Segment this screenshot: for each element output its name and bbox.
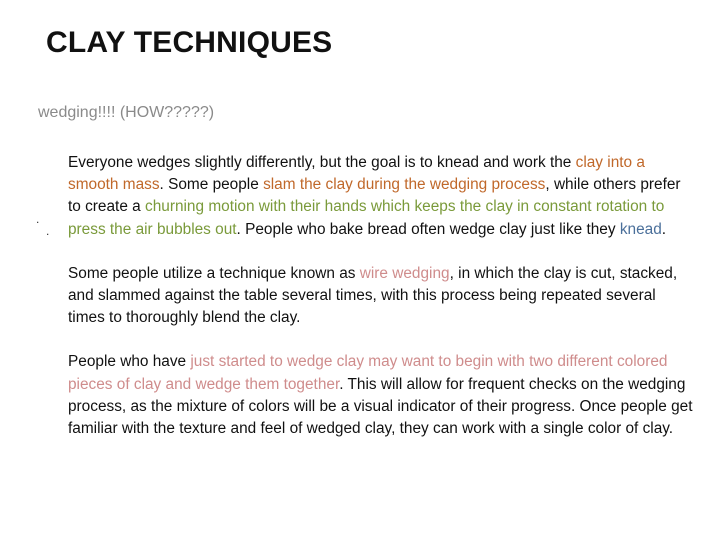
- highlight-slam-clay: slam the clay during the wedging process: [263, 176, 546, 194]
- text-segment: Some people utilize a technique known as: [68, 264, 360, 282]
- text-segment: . This will allow for frequent checks on the wedging process, as the mixture of colors will be a visual indicator of their progress. Once people get familiar with the texture and feel of wedged clay, they can work with a single color of clay.: [68, 375, 693, 438]
- bullet-dot: .: [46, 224, 50, 238]
- text-segment: Everyone wedges slightly differently, but the goal is to knead and work the: [68, 154, 576, 171]
- slide-title: CLAY TECHNIQUES: [46, 26, 333, 59]
- text-segment: People who have: [68, 353, 191, 371]
- highlight-two-colors: just started to wedge clay may want to begin with two different colored pieces of clay and wedge them together: [68, 353, 668, 393]
- highlight-churning-motion: churning motion with their hands which keeps the clay in constant rotation to press the air bubbles out: [68, 198, 665, 238]
- body-text: [68, 152, 696, 462]
- text-segment: . People who bake bread often wedge clay just like they: [236, 220, 620, 238]
- highlight-smooth-mass: clay into a smooth mass: [68, 154, 645, 194]
- text-segment: . Some people: [159, 176, 264, 194]
- text-segment: , in which the clay is cut, stacked, and slammed against the table several times, with this process being repeated several times to thoroughly blend the clay.: [68, 264, 678, 327]
- paragraph-beginners: [68, 351, 696, 440]
- paragraph-wedging-overview: [68, 152, 696, 241]
- slide-subtitle: wedging!!!! (HOW?????): [38, 104, 215, 121]
- text-segment: .: [661, 220, 667, 238]
- bullet-dot: .: [36, 212, 40, 226]
- text-segment: , while others prefer to create a: [68, 176, 681, 216]
- highlight-wire-wedging: wire wedging: [359, 264, 450, 282]
- paragraph-wire-wedging: [68, 263, 696, 330]
- highlight-knead: knead: [619, 220, 662, 238]
